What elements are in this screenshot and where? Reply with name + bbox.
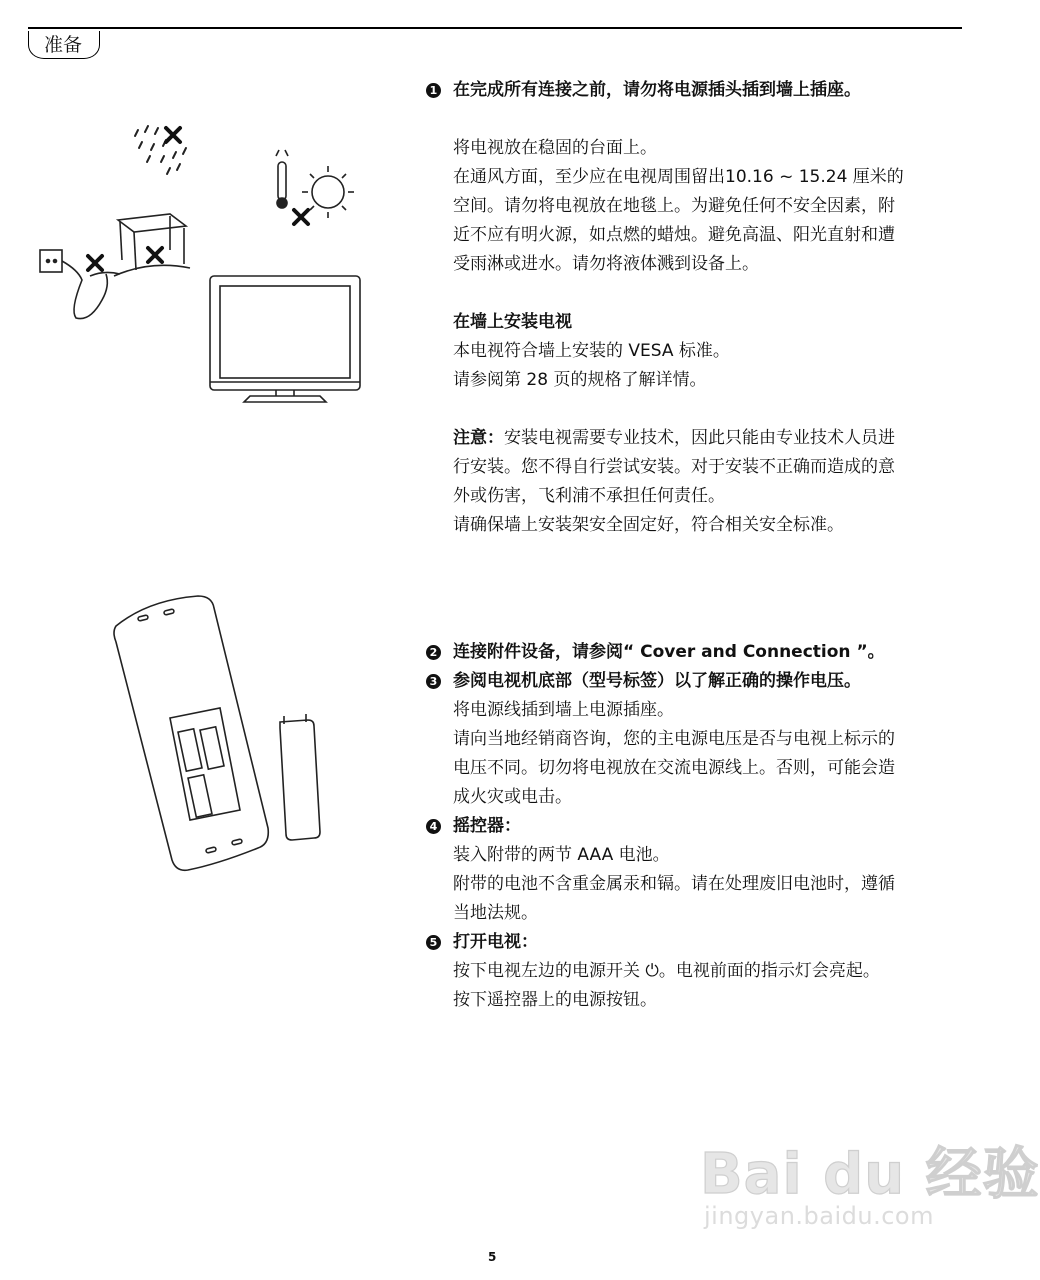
step-5-heading: 5 打开电视： — [426, 928, 956, 957]
step-4-heading: 4 摇控器： — [426, 812, 956, 841]
body-line: 本电视符合墙上安装的 VESA 标准。 — [453, 341, 730, 361]
top-rule — [28, 27, 962, 29]
step-badge: 1 — [426, 83, 441, 98]
cross-mark-icon — [148, 248, 162, 262]
body-line: 按下遥控器上的电源按钮。 — [453, 990, 657, 1010]
step-2-heading: 2 连接附件设备，请参阅“ Cover and Connection ”。 — [426, 638, 956, 667]
battery-cover-icon — [280, 714, 320, 840]
cross-mark-icon — [88, 256, 102, 270]
body-line: 在通风方面，至少应在电视周围留出10.16 ~ 15.24 厘米的 — [453, 167, 904, 187]
note-first-line: 注意：安装电视需要专业技术，因此只能由专业技术人员进 — [453, 428, 895, 448]
body-line: 受雨淋或进水。请勿将液体溅到设备上。 — [453, 254, 759, 274]
body-line — [426, 105, 956, 134]
wall-socket-icon — [40, 250, 120, 319]
step-badge: 4 — [426, 819, 441, 834]
step-1-heading: 1 在完成所有连接之前，请勿将电源插头插到墙上插座。 — [426, 76, 956, 105]
rain-icon — [135, 126, 186, 174]
body-line: 请确保墙上安装架安全固定好，符合相关安全标准。 — [453, 515, 844, 535]
body-line: 将电视放在稳固的台面上。 — [453, 138, 657, 158]
table-icon — [114, 214, 190, 276]
watermark-logo: Bai du 经验 — [700, 1142, 1040, 1207]
tv-icon — [210, 276, 360, 402]
note-label: 注意： — [453, 428, 504, 448]
watermark-url: jingyan.baidu.com — [704, 1202, 934, 1230]
step-badge: 2 — [426, 645, 441, 660]
body-line: 将电源线插到墙上电源插座。 — [453, 700, 674, 720]
section-title: 准备 — [44, 34, 83, 56]
body-line: 行安装。您不得自行尝试安装。对于安装不正确而造成的意 — [453, 457, 895, 477]
watermark — [700, 1130, 1040, 1240]
body-line: 电压不同。切勿将电视放在交流电源线上。否则，可能会造 — [453, 758, 895, 778]
instructions — [426, 76, 956, 1015]
remote-illustration — [108, 592, 338, 882]
page-number: 5 — [488, 1250, 497, 1264]
body-line: 成火灾或电击。 — [453, 787, 572, 807]
step-3-heading: 3 参阅电视机底部（型号标签）以了解正确的操作电压。 — [426, 667, 956, 696]
placement-illustration — [30, 110, 380, 410]
remote-control-icon — [114, 596, 268, 870]
body-line: 近不应有明火源，如点燃的蜡烛。避免高温、阳光直射和遭 — [453, 225, 895, 245]
thermometer-icon — [276, 150, 288, 208]
body-line: 请向当地经销商咨询，您的主电源电压是否与电视上标示的 — [453, 729, 895, 749]
body-line: 当地法规。 — [453, 903, 538, 923]
cross-mark-icon — [294, 210, 308, 224]
wall-mount-title: 在墙上安装电视 — [453, 312, 572, 332]
body-line: 装入附带的两节 AAA 电池。 — [453, 845, 670, 865]
body-line: 请参阅第 28 页的规格了解详情。 — [453, 370, 707, 390]
body-line: 外或伤害，飞利浦不承担任何责任。 — [453, 486, 725, 506]
cross-mark-icon — [166, 128, 180, 142]
body-line: 按下电视左边的电源开关 ⏻。电视前面的指示灯会亮起。 — [453, 961, 880, 981]
step-badge: 3 — [426, 674, 441, 689]
body-line: 空间。请勿将电视放在地毯上。为避免任何不安全因素，附 — [453, 196, 895, 216]
step-badge: 5 — [426, 935, 441, 950]
body-line: 附带的电池不含重金属汞和镉。请在处理废旧电池时，遵循 — [453, 874, 895, 894]
